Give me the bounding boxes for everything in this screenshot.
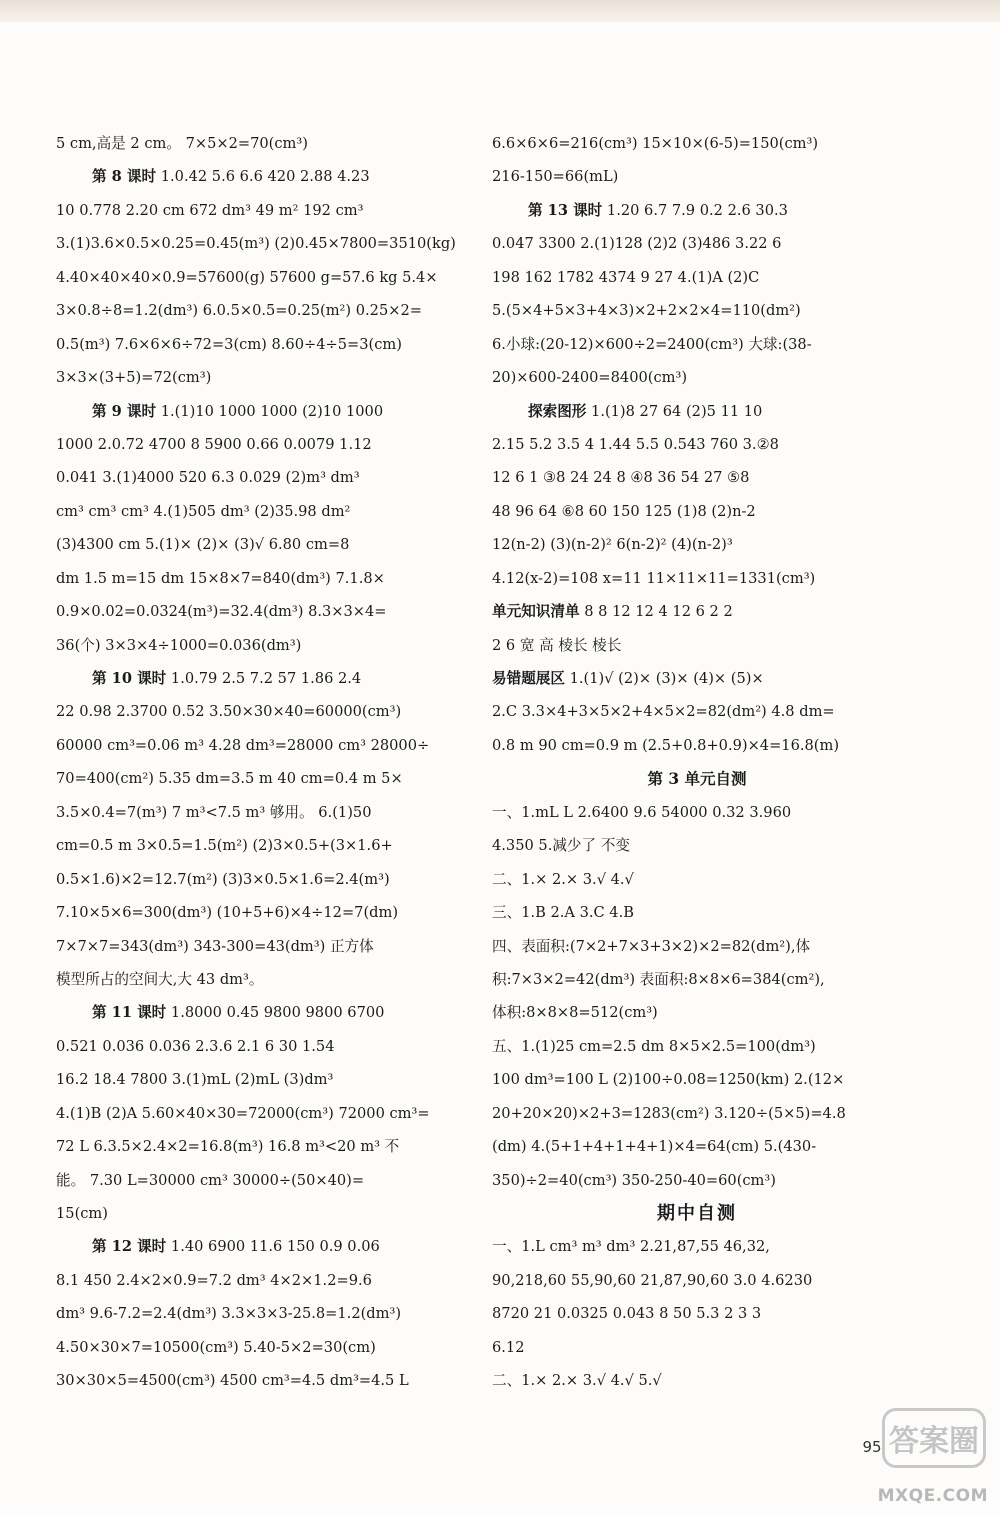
answer-text: 1.20 6.7 7.9 0.2 2.6 30.3 [602,201,788,219]
answer-text: 12(n-2) (3)(n-2)² 6(n-2)² (4)(n-2)³ [492,536,733,554]
answer-text: 0.047 3300 2.(1)128 (2)2 (3)486 3.22 6 [492,235,782,253]
answer-text: 2.C 3.3×4+3×5×2+4×5×2=82(dm²) 4.8 dm= [492,703,835,721]
answer-line [492,261,902,294]
answer-text: 0.5×1.6)×2=12.7(m²) (3)3×0.5×1.6=2.4(m³) [56,870,390,888]
answer-text: 1.(1)8 27 64 (2)5 11 10 [586,402,763,420]
answer-text: 一、1.mL L 2.6400 9.6 54000 0.32 3.960 [492,803,792,821]
answer-text: 0.8 m 90 cm=0.9 m (2.5+0.8+0.9)×4=16.8(m) [492,736,840,754]
answer-line [492,328,902,361]
lesson-label: 单元知识清单 [492,603,580,621]
answer-line [492,1130,902,1163]
answer-text: 1.8000 0.45 9800 9800 6700 [166,1004,385,1022]
answer-line [492,294,902,327]
answer-text: 10 0.778 2.20 cm 672 dm³ 49 m² 192 cm³ [56,201,364,219]
answer-text: 模型所占的空间大,大 43 dm³。 [56,970,264,988]
answer-text: 6.小球:(20-12)×600÷2=2400(cm³) 大球:(38- [492,335,812,353]
answer-line [492,1030,902,1063]
answer-text: 70=400(cm²) 5.35 dm=3.5 m 40 cm=0.4 m 5× [56,770,403,788]
answer-text: 1.(1)√ (2)× (3)× (4)× (5)× [564,670,764,687]
answer-text: 8 8 12 12 4 12 6 2 2 [579,603,733,621]
answer-line [56,1364,466,1397]
answer-line [56,796,466,829]
answer-line [56,127,466,160]
answer-text: 36(个) 3×3×4÷1000=0.036(dm³) [56,636,302,654]
answer-line [492,662,902,695]
answer-line [56,996,466,1029]
answer-line [56,829,466,862]
answer-text: 3×0.8÷8=1.2(dm³) 6.0.5×0.5=0.25(m²) 0.25×2= [56,302,422,320]
answer-line [56,896,466,929]
answer-text: 五、1.(1)25 cm=2.5 dm 8×5×2.5=100(dm³) [492,1037,816,1055]
left-answer-column [56,127,466,1398]
answer-line [56,762,466,795]
answer-text: 二、1.× 2.× 3.√ 4.√ 5.√ [492,1372,662,1390]
answer-text: 20)×600-2400=8400(cm³) [492,369,688,387]
answer-line [56,1331,466,1364]
answer-line [492,1264,902,1297]
answer-line [492,227,902,260]
answer-text: 0.521 0.036 0.036 2.3.6 2.1 6 30 1.54 [56,1037,335,1055]
answer-text: 48 96 64 ⑥8 60 150 125 (1)8 (2)n-2 [492,502,756,520]
answer-text: 一、1.L cm³ m³ dm³ 2.21,87,55 46,32, [492,1238,770,1256]
answer-line [492,996,902,1029]
answer-text: dm 1.5 m=15 dm 15×8×7=840(dm³) 7.1.8× [56,569,385,587]
answer-text: 1.0.79 2.5 7.2 57 1.86 2.4 [166,670,362,687]
answer-text: 6.6×6×6=216(cm³) 15×10×(6-5)=150(cm³) [492,135,819,152]
answer-line [56,1097,466,1130]
answer-line [56,1264,466,1297]
answer-text: 22 0.98 2.3700 0.52 3.50×30×40=60000(cm³) [56,703,402,721]
answer-line [492,1097,902,1130]
answer-text: 3.5×0.4=7(m³) 7 m³<7.5 m³ 够用。 6.(1)50 [56,803,372,821]
answer-line [492,395,902,428]
answer-text: 30×30×5=4500(cm³) 4500 cm³=4.5 dm³=4.5 L [56,1372,409,1390]
answer-text: 4.12(x-2)=108 x=11 11×11×11=1331(cm³) [492,569,816,587]
answer-text: 4.40×40×40×0.9=57600(g) 57600 g=57.6 kg 5.4× [56,268,438,286]
answer-text: 60000 cm³=0.06 m³ 4.28 dm³=28000 cm³ 28000÷ [56,736,430,754]
answer-text: 二、1.× 2.× 3.√ 4.√ [492,870,634,888]
answer-text: 体积:8×8×8=512(cm³) [492,1004,658,1022]
answer-text: cm=0.5 m 3×0.5=1.5(m²) (2)3×0.5+(3×1.6+ [56,837,393,855]
answer-line [56,261,466,294]
answer-line [56,963,466,996]
answer-line [56,194,466,227]
answer-text: 7×7×7=343(dm³) 343-300=43(dm³) 正方体 [56,937,374,955]
section-heading: 第 3 单元自测 [647,769,747,789]
answer-line [56,863,466,896]
answer-text: 三、1.B 2.A 3.C 4.B [492,904,634,922]
answer-text: 5 cm,高是 2 cm。 7×5×2=70(cm³) [56,135,308,152]
answer-line [492,595,902,628]
answer-text: 16.2 18.4 7800 3.(1)mL (2)mL (3)dm³ [56,1071,334,1089]
answer-line [492,1297,902,1330]
answer-text: (dm) 4.(5+1+4+1+4+1)×4=64(cm) 5.(430- [492,1138,817,1156]
answer-text: 1.40 6900 11.6 150 0.9 0.06 [166,1238,380,1256]
answer-text: 350)÷2=40(cm³) 350-250-40=60(cm³) [492,1171,776,1189]
lesson-label: 易错题展区 [492,670,565,687]
answer-text: 1.(1)10 1000 1000 (2)10 1000 [156,402,384,420]
lesson-label: 第 8 课时 [92,168,157,186]
answer-line [56,1197,466,1230]
answer-line [492,1364,902,1397]
answer-line [56,1030,466,1063]
answer-line [492,930,902,963]
answer-line [492,461,902,494]
answer-text: 216-150=66(mL) [492,168,619,186]
answer-text: 0.041 3.(1)4000 520 6.3 0.029 (2)m³ dm³ [56,469,360,487]
answer-text: 15(cm) [56,1205,108,1222]
answer-line [492,361,902,394]
answer-line [492,1164,902,1197]
answer-text: 1000 2.0.72 4700 8 5900 0.66 0.0079 1.12 [56,435,372,453]
answer-line [492,629,902,662]
lesson-label: 第 11 课时 [92,1004,167,1022]
answer-text: 90,218,60 55,90,60 21,87,90,60 3.0 4.6230 [492,1271,813,1289]
answer-text: 7.10×5×6=300(dm³) (10+5+6)×4÷12=7(dm) [56,904,399,922]
answer-line [56,495,466,528]
answer-line [56,227,466,260]
answer-text: 0.9×0.02=0.0324(m³)=32.4(dm³) 8.3×3×4= [56,603,387,621]
answer-line [492,695,902,728]
answer-line [56,1164,466,1197]
answer-text: 4.(1)B (2)A 5.60×40×30=72000(cm³) 72000 cm³= [56,1104,430,1122]
answer-text: 100 dm³=100 L (2)100÷0.08=1250(km) 2.(12× [492,1071,845,1089]
answer-text: 3×3×(3+5)=72(cm³) [56,369,212,387]
answer-text: 12 6 1 ③8 24 24 8 ④8 36 54 27 ⑤8 [492,469,750,487]
answer-line [492,1331,902,1364]
right-answer-column [492,127,902,1398]
answer-line [492,428,902,461]
answer-text: 0.5(m³) 7.6×6×6÷72=3(cm) 8.60÷4÷5=3(cm) [56,335,402,353]
answer-text: 6.12 [492,1338,525,1356]
answer-line [492,729,902,762]
answer-line [56,294,466,327]
answer-line [492,160,902,193]
answer-line [492,1230,902,1263]
answer-line [56,695,466,728]
lesson-label: 第 12 课时 [92,1238,167,1256]
answer-text: 8.1 450 2.4×2×0.9=7.2 dm³ 4×2×1.2=9.6 [56,1271,372,1289]
answer-line [492,829,902,862]
answer-text: 积:7×3×2=42(dm³) 表面积:8×8×6=384(cm²), [492,970,825,988]
answer-line [492,863,902,896]
answer-text: 198 162 1782 4374 9 27 4.(1)A (2)C [492,268,760,286]
answer-line [492,194,902,227]
answer-text: 2.15 5.2 3.5 4 1.44 5.5 0.543 760 3.②8 [492,435,779,453]
answer-text: (3)4300 cm 5.(1)× (2)× (3)√ 6.80 cm=8 [56,536,350,554]
page-number: 95 [862,1438,882,1456]
answer-line [56,328,466,361]
answer-line [56,1297,466,1330]
section-title: 期中自测 [657,1203,737,1224]
answer-line [492,796,902,829]
answer-line [492,127,902,160]
answer-text: 8720 21 0.0325 0.043 8 50 5.3 2 3 3 [492,1305,762,1323]
page-top-edge [0,0,1000,22]
answer-line [56,461,466,494]
answer-line [56,160,466,193]
lesson-label: 第 9 课时 [92,402,157,420]
answer-line [56,662,466,695]
answer-text: 4.50×30×7=10500(cm³) 5.40-5×2=30(cm) [56,1338,376,1356]
answer-line [492,528,902,561]
answer-text: 1.0.42 5.6 6.6 420 2.88 4.23 [156,168,370,186]
answer-line [56,528,466,561]
answer-line [492,1063,902,1096]
answer-line [56,562,466,595]
answer-line [56,1230,466,1263]
answer-line [492,896,902,929]
answer-text: dm³ 9.6-7.2=2.4(dm³) 3.3×3×3-25.8=1.2(dm³) [56,1305,402,1323]
answer-line [492,562,902,595]
answer-line [56,930,466,963]
answer-text: 能。 7.30 L=30000 cm³ 30000÷(50×40)= [56,1171,365,1189]
answer-line [56,361,466,394]
answer-line [492,495,902,528]
watermark-site: MXQE.COM [877,1486,988,1506]
answer-text: 20+20×20)×2+3=1283(cm²) 3.120÷(5×5)=4.8 [492,1104,846,1122]
answer-text: 3.(1)3.6×0.5×0.25=0.45(m³) (2)0.45×7800=3510(kg) [56,235,456,253]
answer-text: 5.(5×4+5×3+4×3)×2+2×2×4=110(dm²) [492,302,801,320]
lesson-label: 第 10 课时 [92,670,167,687]
answer-text: 2 6 宽 高 棱长 棱长 [492,636,622,654]
watermark-logo [868,1400,996,1512]
answer-line [56,428,466,461]
answer-line [56,595,466,628]
answer-text: 4.350 5.减少了 不变 [492,837,630,855]
answer-text: 四、表面积:(7×2+7×3+3×2)×2=82(dm²),体 [492,937,811,955]
answer-line [56,1063,466,1096]
answer-text: 72 L 6.3.5×2.4×2=16.8(m³) 16.8 m³<20 m³ 不 [56,1138,400,1156]
answer-line [56,629,466,662]
answer-line [56,1130,466,1163]
answer-line [56,395,466,428]
lesson-label: 第 13 课时 [528,201,603,219]
answer-text: cm³ cm³ cm³ 4.(1)505 dm³ (2)35.98 dm² [56,502,351,520]
lesson-label: 探索图形 [528,402,587,420]
answer-line [492,963,902,996]
answer-line [56,729,466,762]
watermark-seal: 答案圈 [882,1408,986,1468]
